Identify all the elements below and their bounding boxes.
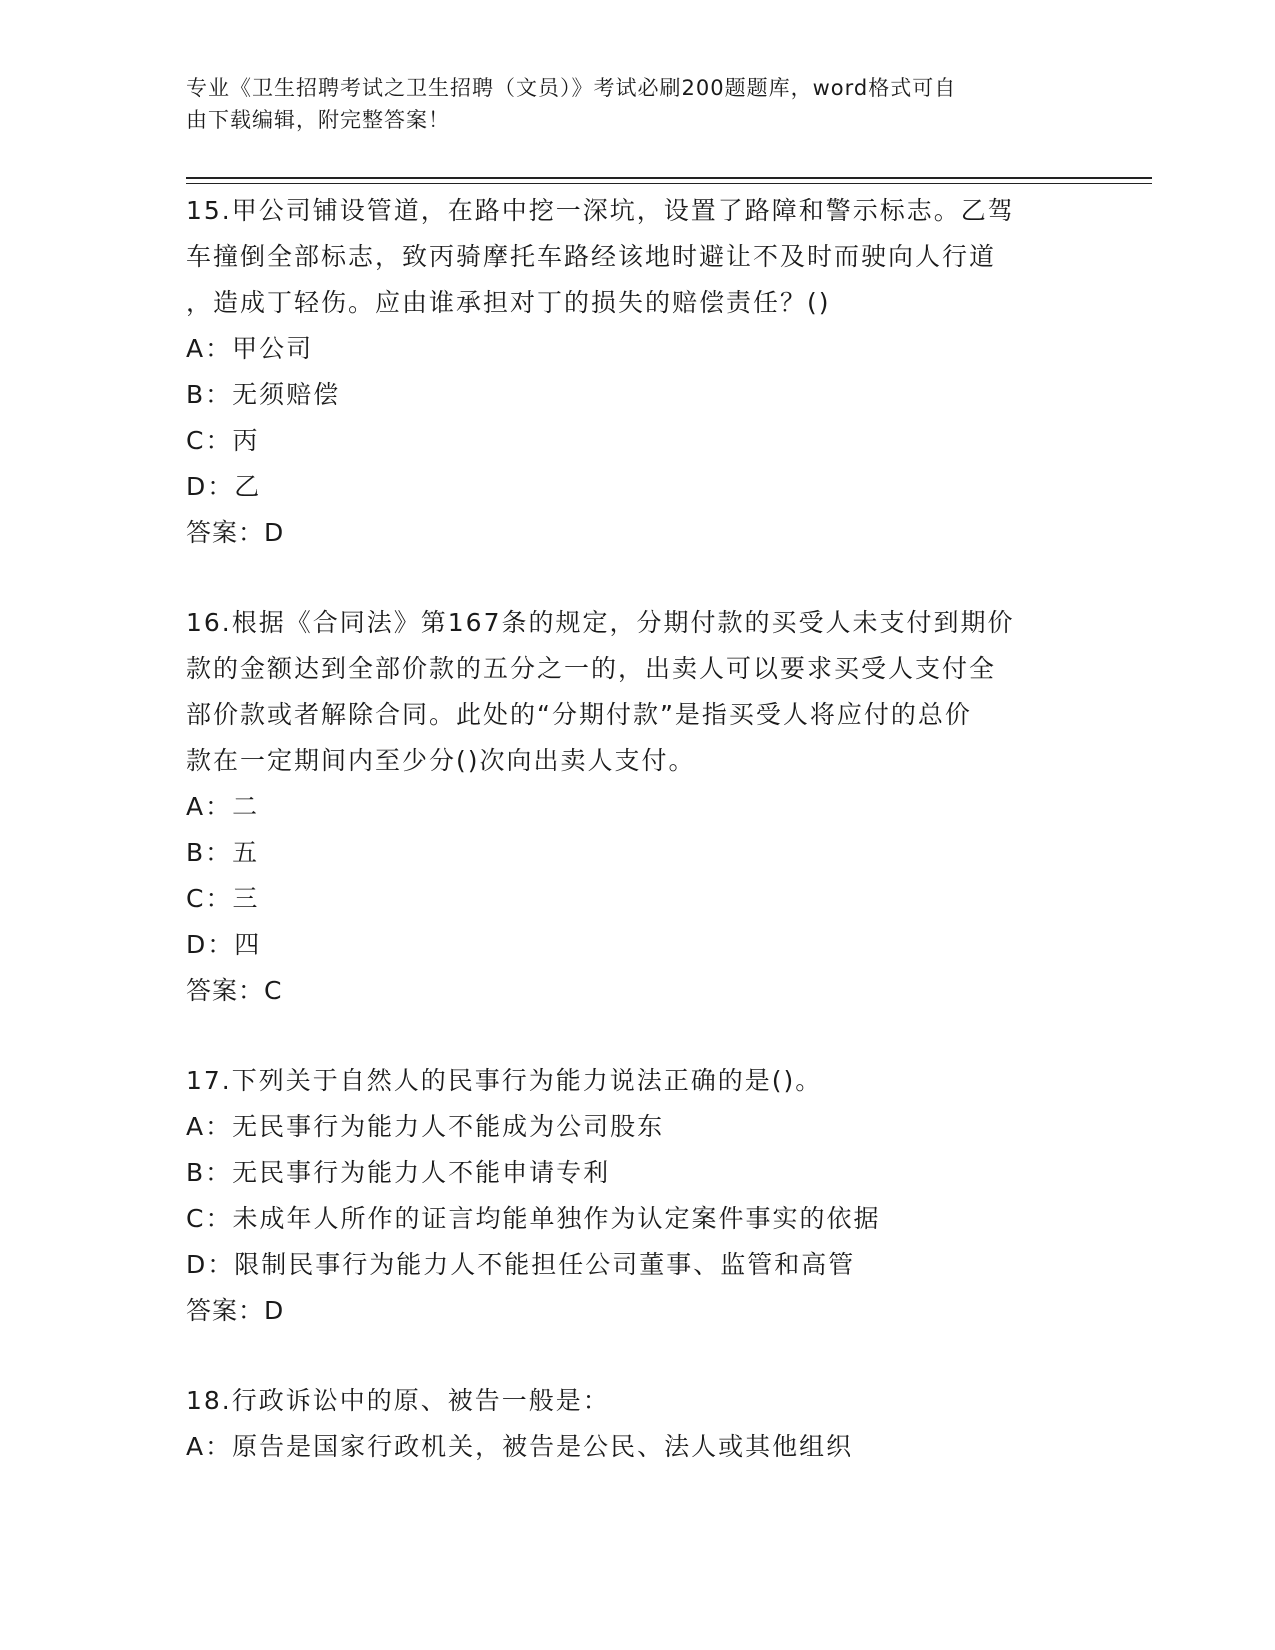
stem-line: 部价款或者解除合同。此处的“分期付款”是指买受人将应付的总价 (186, 700, 972, 729)
question-list (186, 188, 1086, 1470)
answer-label: 答案：D (186, 1296, 285, 1325)
question-stem (186, 1058, 1086, 1104)
stem-line: 17.下列关于自然人的民事行为能力说法正确的是()。 (186, 1066, 823, 1095)
option-d: D：四 (186, 930, 262, 959)
option-c: C：三 (186, 884, 260, 913)
option-a: A：无民事行为能力人不能成为公司股东 (186, 1112, 665, 1141)
option-b: B：五 (186, 838, 260, 867)
question-15 (186, 188, 1086, 556)
option-c: C：丙 (186, 426, 260, 455)
question-stem (186, 188, 1086, 326)
stem-line: 16.根据《合同法》第167条的规定，分期付款的买受人未支付到期价 (186, 608, 1015, 637)
answer-label: 答案：D (186, 518, 285, 547)
document-header (186, 72, 1066, 136)
option-d: D：乙 (186, 472, 262, 501)
question-spacer (186, 556, 1086, 600)
header-divider-thin (186, 183, 1152, 184)
header-divider-thick (186, 177, 1152, 179)
option-c: C：未成年人所作的证言均能单独作为认定案件事实的依据 (186, 1204, 881, 1233)
question-16 (186, 600, 1086, 1014)
question-stem (186, 1378, 1086, 1424)
header-line-2: 由下载编辑，附完整答案！ (186, 108, 450, 132)
question-18 (186, 1378, 1086, 1470)
question-17 (186, 1058, 1086, 1334)
option-a: A：原告是国家行政机关，被告是公民、法人或其他组织 (186, 1432, 854, 1461)
option-b: B：无民事行为能力人不能申请专利 (186, 1158, 611, 1187)
stem-line: 车撞倒全部标志，致丙骑摩托车路经该地时避让不及时而驶向人行道 (186, 242, 997, 271)
answer-label: 答案：C (186, 976, 283, 1005)
stem-line: 款的金额达到全部价款的五分之一的，出卖人可以要求买受人支付全 (186, 654, 997, 683)
option-d: D：限制民事行为能力人不能担任公司董事、监管和高管 (186, 1250, 856, 1279)
option-b: B：无须赔偿 (186, 380, 341, 409)
option-a: A：甲公司 (186, 334, 314, 363)
stem-line: 款在一定期间内至少分()次向出卖人支付。 (186, 746, 696, 775)
option-a: A：二 (186, 792, 260, 821)
question-stem (186, 600, 1086, 784)
question-spacer (186, 1014, 1086, 1058)
question-spacer (186, 1334, 1086, 1378)
stem-line: 15.甲公司铺设管道，在路中挖一深坑，设置了路障和警示标志。乙驾 (186, 196, 1015, 225)
stem-line: ，造成丁轻伤。应由谁承担对丁的损失的赔偿责任？() (186, 288, 831, 317)
stem-line: 18.行政诉讼中的原、被告一般是： (186, 1386, 610, 1415)
header-line-1: 专业《卫生招聘考试之卫生招聘（文员）》考试必刷200题题库，word格式可自 (186, 76, 957, 100)
